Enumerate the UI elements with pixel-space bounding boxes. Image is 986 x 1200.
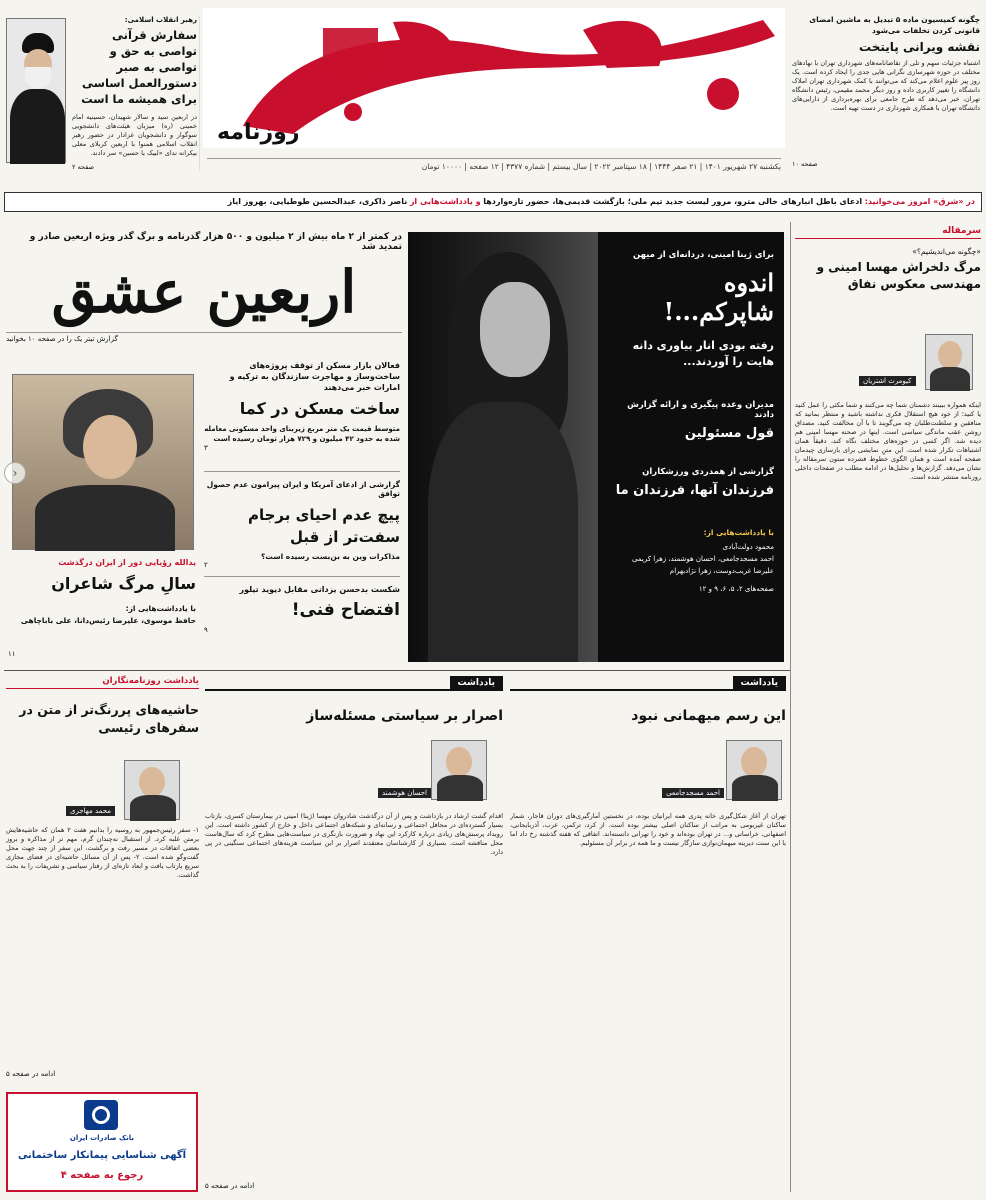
feature-pages: صفحه‌های ۲، ۵، ۶، ۹ و ۱۲ bbox=[698, 585, 774, 593]
bank-name: بانک صادرات ایران bbox=[69, 1134, 135, 1142]
masjed-face bbox=[741, 747, 767, 777]
banner-notes-label: و یادداشت‌هایی از bbox=[409, 197, 481, 206]
portrait-robe bbox=[10, 89, 65, 164]
masthead bbox=[203, 0, 785, 185]
bank-ad[interactable] bbox=[6, 1092, 198, 1192]
poet-headline: سالِ مرگ شاعران bbox=[51, 574, 196, 593]
mohajeri-page-ref: ادامه در صفحه ۵ bbox=[6, 1070, 56, 1078]
masjed-photo bbox=[726, 740, 782, 800]
poet-notes: حافظ موسوی، علیرضا رئیس‌دانا، علی باباچاهی bbox=[20, 616, 196, 625]
woman-face bbox=[480, 282, 550, 377]
feature-item2-headline: قول مسئولین bbox=[684, 426, 774, 441]
mid2-kicker: گزارشی از ادعای آمریکا و ایران پیرامون عدم حصول توافق bbox=[206, 480, 400, 498]
banner-text: ادعای باطل انبارهای خالی مترو، مرور لیست جدید تیم ملی؛ بازگشت قدیمی‌ها، حضور تازه‌واردها bbox=[483, 197, 863, 206]
feature-headline: اندوه شاپرکم...! bbox=[663, 268, 774, 326]
author-shoulders bbox=[930, 367, 970, 391]
masjed-author: احمد مسجدجامعی bbox=[662, 788, 724, 798]
hoshmand-shoulders bbox=[437, 775, 483, 801]
bank-logo-inner bbox=[92, 1106, 110, 1124]
mid-stories bbox=[204, 360, 400, 665]
top-left-body: در اربعین سید و سالار شهیدان، حسینیه امام خمینی (ره) میزبان هیئت‌های دانشجویی سوگوار و دانشجویان عزادار در حضور رهبر انقلاب اسلامی همنوا با اربعین کربلای معلی بیکرانه ندای «لبیک یا حسین» سر دادند. bbox=[72, 113, 197, 157]
poet-photo bbox=[12, 374, 194, 550]
feature-item3-headline: فرزندان آنها، فرزندان ما bbox=[615, 483, 774, 498]
editorial-body: اینکه همواره ببینند دشمنان شما چه می‌کنند و شما مکثی را عمل کنید یا کنید؛ از خود هیچ استقلال فکری نداشته باشید و منتظر بمانید که منافقین و سلطنت‌طلبان چه می‌گویند تا با آن مخالفت کنید، مصداق روشن عقب ماندگی سیاسی است. اینها در صحنه مهسا امینی هم دیده شد. اگر کسی در حوزه‌های مختلف نگاه کند، دقیقاً همان اشتباهات تکرار شده است. این متنِ نمایشی برای بازسازی چیدمان صفحه آمده است و همان الگوی خطوط فشرده ستون سرمقاله را نشان می‌دهد. گزارش‌ها و تحلیل‌ها در ادامه مطلب در صفحات داخلی روزنامه منتشر شده است. bbox=[795, 401, 981, 481]
mid2-headline: پیچ عدم احیای برجام سفت‌تر از قبل bbox=[248, 506, 400, 546]
masjed-section-tab: یادداشت bbox=[733, 676, 786, 690]
left-feature bbox=[6, 368, 200, 668]
feature-sub: رفته بودی انار بیاوری دانه هایت را آوردند... bbox=[632, 339, 774, 368]
mid1-kicker: فعالان بازار مسکن از توقف پروژه‌های ساخت‌وساز و مهاجرت سازندگان به ترکیه و امارات خبر می‌دهند bbox=[229, 361, 400, 392]
feature-notes-label: با یادداشت‌هایی از: bbox=[703, 528, 774, 537]
mid2-page: ۲ bbox=[204, 561, 208, 569]
mohajeri-headline: حاشیه‌های پررنگ‌تر از متن در سفرهای رئیسی bbox=[19, 702, 199, 735]
logo bbox=[203, 8, 785, 148]
portrait-beard bbox=[25, 67, 51, 89]
logo-sub: روزنامه bbox=[217, 120, 300, 145]
top-left-kicker: رهبر انقلاب اسلامی: bbox=[124, 16, 197, 24]
feature-item2-kicker: مدیران وعده پیگیری و ارائه گزارش دادند bbox=[627, 400, 774, 420]
rule-mid bbox=[4, 670, 790, 671]
main-ref: گزارش تیتر یک را در صفحه ۱۰ بخوانید bbox=[6, 332, 402, 343]
mid-story-3 bbox=[204, 577, 400, 634]
dateline: یکشنبه ۲۷ شهریور ۱۴۰۱ | ۲۱ صفر ۱۴۴۴ | ۱۸ سپتامبر ۲۰۲۲ | سال بیستم | شماره ۴۳۷۷ | ۱۲ صفحه | ۱۰۰۰۰ تومان bbox=[207, 158, 781, 171]
mid-story-1 bbox=[204, 360, 400, 472]
leader-portrait bbox=[6, 18, 66, 163]
mohajeri-body: ۱- سفر رئیس‌جمهور به روسیه را بدانیم هفت ۲ همان که حاشیه‌هایش برمتن غلبه کرد. از استقبال نه‌چندان گرم، مهم تر از مذاکره و بروز بعضی اتفاقات در مسیر رفت و برگشت، این سفر از چند جهت محل گفت‌وگو شده است. ۲- پس از آن مسائل حاشیه‌ای در فضای مجازی سریع بازتاب یافت و ابعاد تازه‌ای از رفتار سیاسی و تشریفات را به بحث گذاشت. bbox=[6, 826, 199, 879]
ad-title: آگهی شناسایی پیمانکار ساختمانی bbox=[17, 1150, 187, 1161]
column-masjed bbox=[510, 676, 786, 1192]
ad-cta[interactable]: رجوع به صفحه ۴ bbox=[60, 1170, 144, 1181]
poet-notes-label: با یادداشت‌هایی از: bbox=[125, 604, 196, 613]
mohajeri-section: یادداشت روزنامه‌نگاران bbox=[6, 676, 199, 689]
feature-photo bbox=[408, 232, 598, 662]
top-left-page-ref: صفحه ۲ bbox=[72, 163, 95, 171]
hoshmand-photo bbox=[431, 740, 487, 800]
mid2-sub: مذاکرات وین به بن‌بست رسیده است؟ bbox=[260, 552, 400, 561]
editorial-author-photo bbox=[925, 334, 973, 390]
mohajeri-photo bbox=[124, 760, 180, 820]
rule-right-vertical bbox=[790, 222, 791, 1192]
bank-logo-icon bbox=[84, 1100, 118, 1130]
hoshmand-section-tab: یادداشت bbox=[450, 676, 503, 690]
author-face bbox=[938, 341, 962, 369]
top-right-headline: نقشه ویرانی پایتخت bbox=[859, 40, 980, 54]
today-banner bbox=[4, 192, 982, 212]
editorial-column bbox=[795, 226, 981, 1186]
mid3-page: ۹ bbox=[204, 626, 208, 634]
feature-kicker: برای ژینا امینی، دردانه‌ای از میهن bbox=[632, 250, 774, 260]
masjed-tab-rule bbox=[510, 689, 786, 691]
mohajeri-shoulders bbox=[130, 795, 176, 821]
banner-notes-authors: ناصر ذاکری، عبدالحسین طوطیایی، بهروز ایاز bbox=[227, 197, 408, 206]
editorial-author: کیومرث اشتریان bbox=[859, 376, 916, 386]
main-story bbox=[6, 232, 402, 356]
top-left-story bbox=[6, 10, 201, 172]
mid-story-2 bbox=[204, 472, 400, 577]
center-feature bbox=[408, 232, 784, 662]
mid1-sub: متوسط قیمت یک متر مربع زیربنای واحد مسکونی معامله شده به حدود ۴۲ میلیون و ۷۲۹ هزار تومان رسیده است bbox=[204, 425, 400, 443]
gallery-prev-icon[interactable]: ‹ bbox=[4, 462, 26, 484]
mid3-headline: افتضاح فنی! bbox=[291, 600, 400, 620]
mid1-page: ۳ bbox=[204, 444, 208, 452]
feature-item3-kicker: گزارشی از همدردی ورزشکاران bbox=[642, 467, 774, 477]
poet-page: ۱۱ bbox=[8, 650, 16, 658]
hoshmand-headline: اصرار بر سیاستی مسئله‌ساز bbox=[306, 708, 503, 724]
hoshmand-author: احسان هوشمند bbox=[378, 788, 431, 798]
woman-body bbox=[428, 402, 578, 662]
top-left-text bbox=[72, 16, 200, 171]
mohajeri-face bbox=[139, 767, 165, 797]
hoshmand-page-ref: ادامه در صفحه ۵ bbox=[205, 1182, 255, 1190]
mohajeri-author: محمد مهاجری bbox=[66, 806, 115, 816]
masjed-shoulders bbox=[732, 775, 778, 801]
mid1-headline: ساخت مسکن در کما bbox=[239, 399, 400, 418]
masjed-headline: این رسم میهمانی نبود bbox=[631, 708, 786, 724]
editorial-section: سرمقاله bbox=[795, 226, 981, 239]
editorial-kicker: «چگونه می‌اندیشیم؟» bbox=[912, 247, 981, 256]
poet-kicker: یدالله رؤیایی دور از ایران درگذشت bbox=[58, 558, 196, 567]
hoshmand-tab-rule bbox=[205, 689, 503, 691]
hoshmand-body: اقدام گشت ارشاد در بازداشت و پس از آن درگذشت شادروان مهسا (ژینا) امینی در بیمارستان کسری، بازتاب بسیار گسترده‌ای در محافل اجتماعی و رسانه‌ای و شبکه‌های اجتماعی داخل و خارج از کشور داشته است. این رویداد پرسش‌های زیادی درباره کارکرد این نهاد و ضرورت بازنگری در سیاست‌هایی مطرح کرد که سال‌هاست محل مناقشه است. بسیاری از کارشناسان معتقدند اصرار بر این سیاست هزینه‌های اجتماعی سنگینی در پی دارد. bbox=[205, 812, 503, 856]
top-right-page-ref: صفحه ۱۰ bbox=[792, 160, 818, 168]
editorial-headline: مرگ دلخراش مهسا امینی و مهندسی معکوس نفاق bbox=[816, 260, 981, 291]
poet-face bbox=[83, 415, 137, 479]
feature-text bbox=[598, 232, 784, 662]
top-left-headline: سفارش قرآنی تواصی به حق و تواصی به صبر دستورالعمل اساسی برای همیشه ما است bbox=[81, 28, 197, 106]
poet-body bbox=[35, 485, 175, 551]
masjed-body: تهران از آغاز شکل‌گیری خانه پدری همه ایرانیان بوده، در نخستین آمارگیری‌های دوران قاجار، شمار ساکنان غیربومی به مراتب از ساکنان اصلی بیشتر بوده است. از کرد، ترکمن، عرب، آذربایجانی، اصفهانی، خراسانی و... در تهران بوده‌اند و خود را تهرانی دانسته‌اند. اتفاقی که هفته گذشته رخ داد اما با این سنت دیرینه میهمان‌نوازی سازگار نیست و ما همه در برابر آن مسئولیم. bbox=[510, 812, 786, 847]
banner-label: در «شرق» امروز می‌خوانید: bbox=[864, 197, 975, 206]
column-hoshmand bbox=[205, 676, 503, 1192]
feature-notes-list: محمود دولت‌آبادی احمد مسجدجامعی، احسان هوشمند، زهرا کریمی علیرضا غریب‌دوست، زهرا نژادبهرام bbox=[632, 543, 774, 575]
mid3-kicker: شکست بدحسن یزدانی مقابل دیوید تیلور bbox=[239, 585, 400, 594]
top-right-kicker: چگونه کمیسیون ماده ۵ تبدیل به ماشین امضای قانونی کردن تخلفات می‌شود bbox=[809, 15, 980, 35]
top-right-story bbox=[792, 14, 980, 174]
main-kicker: در کمتر از ۲ ماه بیش از ۲ میلیون و ۵۰۰ هزار گذرنامه و برگ گذر ویژه اربعین صادر و تمدید شد bbox=[29, 232, 402, 252]
hoshmand-face bbox=[446, 747, 472, 777]
top-right-body: اشتباه جزئیات سهم و تلی از تقاضانامه‌های شهرداری تهران با نهادهای مختلف در حوزه شهرسازی نگرانی هایی جدی را ایجاد کرده است. یک روز پیر علوم اعلام می‌کند که می‌توانند با کمک شهرداری تهران املاک دانشگاه را تغییر کاربری داده و روز دیگر محمد مقیمی، رئیس دانشگاه تهران، خبر می‌دهد که طرح جامعی برای بهره‌برداری از دارایی‌های دانشگاه تهران با همکاری شهرداری در دست تهیه است. bbox=[792, 59, 980, 112]
column-mohajeri bbox=[6, 676, 199, 1086]
main-headline: اربعین عشق bbox=[51, 258, 357, 326]
